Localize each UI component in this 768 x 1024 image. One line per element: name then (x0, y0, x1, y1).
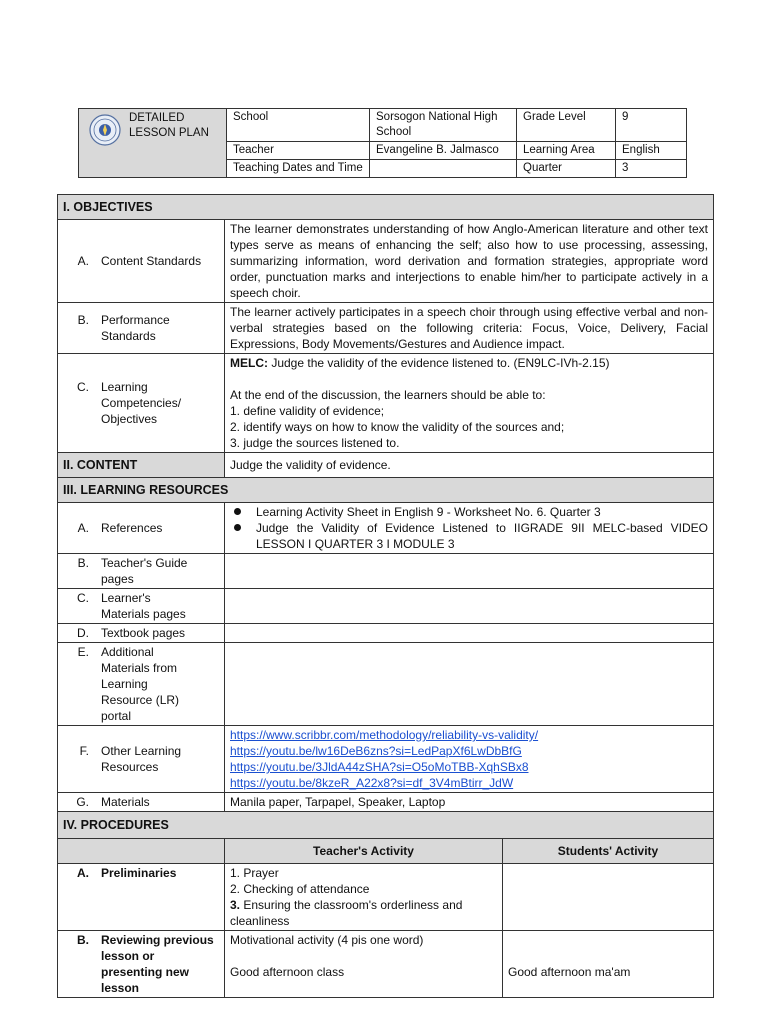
materials-label: G. Materials (58, 793, 225, 812)
content-standards-label: A. Content Standards (58, 220, 225, 303)
motivational-activity: Motivational activity (4 pis one word) (230, 933, 424, 947)
header-table (78, 108, 687, 178)
grade-value: 9 (616, 109, 687, 142)
learners-materials-label: C. Learner's Materials pages (58, 589, 225, 624)
teacher-label: Teacher (227, 142, 370, 160)
content-title: II. CONTENT (58, 453, 225, 478)
quarter-label: Quarter (517, 160, 616, 178)
preliminaries-student (503, 864, 714, 931)
resource-link[interactable]: https://www.scribbr.com/methodology/reliability-vs-validity/ (230, 728, 539, 742)
preliminary-item: 2. Checking of attendance (230, 882, 370, 896)
objective-item: 1. define validity of evidence; (230, 404, 385, 418)
objectives-title: I. OBJECTIVES (58, 195, 714, 220)
school-value: Sorsogon National High School (370, 109, 517, 142)
references-list (225, 503, 714, 554)
textbook-pages-label: D. Textbook pages (58, 624, 225, 643)
learners-materials-value (225, 589, 714, 624)
reference-item: Judge the Validity of Evidence Listened to IIGRADE 9II MELC-based VIDEO LESSON I QUARTER 3 I MODULE 3 (256, 521, 708, 551)
teachers-guide-value (225, 554, 714, 589)
teachers-guide-label: B. Teacher's Guide pages (58, 554, 225, 589)
melc-label: MELC: (230, 356, 268, 370)
teacher-greeting: Good afternoon class (230, 965, 345, 979)
dates-label: Teaching Dates and Time (227, 160, 370, 178)
other-resources-links (225, 726, 714, 793)
area-value: English (616, 142, 687, 160)
quarter-value: 3 (616, 160, 687, 178)
melc-text: Judge the validity of the evidence listened to. (EN9LC-IVh-2.15) (268, 356, 610, 370)
procedures-header-blank (58, 839, 225, 864)
lesson-plan-title: DETAILED LESSON PLAN (129, 112, 209, 139)
content-standards-text: The learner demonstrates understanding of how Anglo-American literature and other text types serve as means of enhancing the self; also how to use processing, assessing, summarizing information, word derivation and formation strategies, appropriate word order, punctuation marks and interjections to enable him/her to participate actively in a speech choir. (225, 220, 714, 303)
dates-value (370, 160, 517, 178)
teacher-activity-header: Teacher's Activity (225, 839, 503, 864)
area-label: Learning Area (517, 142, 616, 160)
resources-title: III. LEARNING RESOURCES (58, 478, 714, 503)
student-activity-header: Students' Activity (503, 839, 714, 864)
procedures-title: IV. PROCEDURES (58, 812, 714, 839)
reviewing-student (503, 931, 714, 998)
references-label: A. References (58, 503, 225, 554)
preliminaries-label: A. Preliminaries (58, 864, 225, 931)
deped-seal-icon (89, 114, 121, 146)
resource-link[interactable]: https://youtu.be/8kzeR_A22x8?si=df_3V4mBtirr_JdW (230, 776, 514, 790)
reviewing-teacher (225, 931, 503, 998)
performance-standards-label: B. Performance Standards (58, 303, 225, 354)
learning-competencies-text (225, 354, 714, 453)
learning-competencies-label: C. Learning Competencies/ Objectives (58, 354, 225, 453)
reference-item: Learning Activity Sheet in English 9 - Worksheet No. 6. Quarter 3 (256, 504, 708, 520)
header-logo-cell (79, 109, 227, 178)
teacher-value: Evangeline B. Jalmasco (370, 142, 517, 160)
additional-materials-label: E. Additional Materials from Learning Resource (LR) portal (58, 643, 225, 726)
school-label: School (227, 109, 370, 142)
objective-item: 2. identify ways on how to know the validity of the sources and; (230, 420, 565, 434)
performance-standards-text: The learner actively participates in a speech choir through using effective verbal and non-verbal strategies based on the following criteria: Focus, Voice, Delivery, Facial Expressions, Body Movements/Gestures and Audience impact. (225, 303, 714, 354)
additional-materials-value (225, 643, 714, 726)
resource-link[interactable]: https://youtu.be/lw16DeB6zns?si=LedPapXf6LwDbBfG (230, 744, 522, 758)
preliminary-item: 3. Ensuring the classroom's orderliness and cleanliness (230, 898, 463, 928)
materials-value: Manila paper, Tarpapel, Speaker, Laptop (225, 793, 714, 812)
student-greeting: Good afternoon ma'am (508, 965, 631, 979)
other-resources-label: F. Other Learning Resources (58, 726, 225, 793)
grade-label: Grade Level (517, 109, 616, 142)
content-text: Judge the validity of evidence. (225, 453, 714, 478)
objective-item: 3. judge the sources listened to. (230, 436, 400, 450)
objectives-intro: At the end of the discussion, the learners should be able to: (230, 388, 546, 402)
lesson-plan-table (57, 194, 714, 998)
preliminary-item: 1. Prayer (230, 866, 279, 880)
textbook-pages-value (225, 624, 714, 643)
preliminaries-teacher (225, 864, 503, 931)
resource-link[interactable]: https://youtu.be/3JldA44zSHA?si=O5oMoTBB-XqhSBx8 (230, 760, 529, 774)
reviewing-lesson-label: B. Reviewing previous lesson or presenting new lesson (58, 931, 225, 998)
